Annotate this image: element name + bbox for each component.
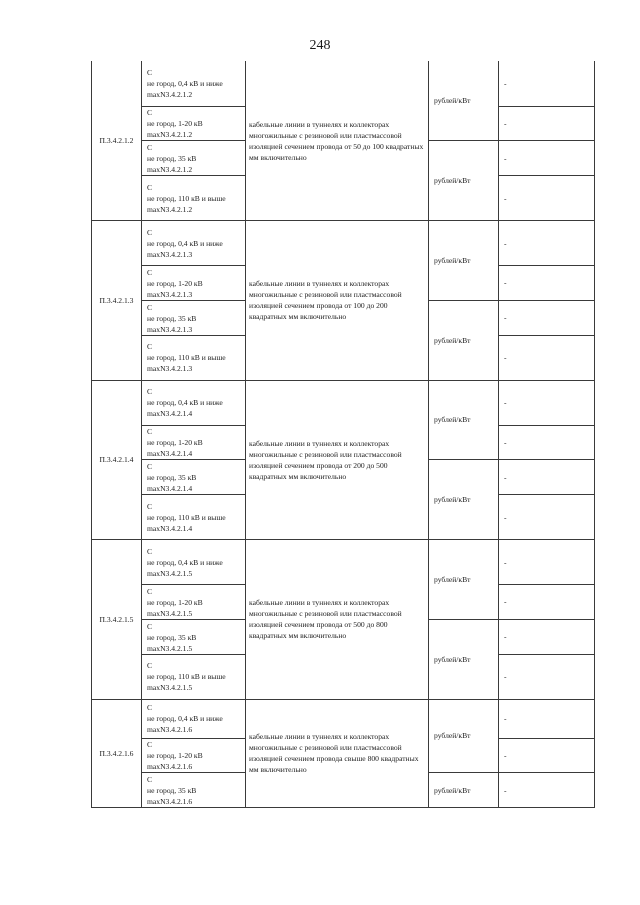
rate-value: - [499,619,595,654]
voltage-cell [142,176,246,221]
unit-label: рублей/кВт [429,380,499,460]
voltage-text: не город, 0,4 кВ и ниже [147,714,223,724]
category-letter: С [147,621,153,631]
formula-ref: maxN3.4.2.1.2 [147,204,193,214]
voltage-cell [142,585,246,620]
voltage-block [147,397,233,419]
voltage-cell [142,773,246,808]
row-code: П.3.4.2.1.3 [92,221,142,381]
voltage-cell [142,61,246,106]
voltage-text: не город, 110 кВ и выше [147,193,226,203]
voltage-block [147,313,233,335]
category-letter: С [147,661,153,671]
row-code: П.3.4.2.1.6 [92,699,142,808]
voltage-cell [142,335,246,380]
voltage-block [147,472,233,494]
voltage-block [147,632,233,654]
category-letter: С [147,267,153,277]
cable-description: кабельные линии в туннелях и коллекторах многожильные с резиновой или пластмассовой изоляцией сечением провода свыше 800 квадратных мм включительно [246,699,429,808]
table-row [92,699,595,738]
voltage-cell [142,619,246,654]
cable-description: кабельные линии в туннелях и коллекторах многожильные с резиновой или пластмассовой изоляцией сечением провода от 200 до 500 квадратных мм включительно [246,380,429,540]
voltage-block [147,597,233,619]
voltage-text: не город, 0,4 кВ и ниже [147,557,223,567]
row-code: П.3.4.2.1.2 [92,61,142,221]
unit-label: рублей/кВт [429,61,499,141]
formula-ref: maxN3.4.2.1.3 [147,289,193,299]
formula-ref: maxN3.4.2.1.5 [147,643,193,653]
voltage-cell [142,380,246,425]
table-row [92,61,595,106]
rate-value: - [499,61,595,106]
formula-ref: maxN3.4.2.1.5 [147,683,193,693]
tariff-table-body [92,61,595,808]
voltage-cell [142,300,246,335]
voltage-text: не город, 110 кВ и выше [147,512,226,522]
cable-description: кабельные линии в туннелях и коллекторах многожильные с резиновой или пластмассовой изоляцией сечением провода от 500 до 800 квадратных мм включительно [246,540,429,700]
voltage-block [147,78,233,100]
voltage-text: не город, 1-20 кВ [147,119,203,129]
formula-ref: maxN3.4.2.1.5 [147,568,193,578]
formula-ref: maxN3.4.2.1.6 [147,725,193,735]
unit-label: рублей/кВт [429,540,499,620]
rate-value: - [499,300,595,335]
unit-label: рублей/кВт [429,619,499,699]
voltage-block [147,437,233,459]
rate-value: - [499,699,595,738]
voltage-cell [142,654,246,699]
category-letter: С [147,302,153,312]
category-letter: С [147,342,153,352]
voltage-text: не город, 110 кВ и выше [147,353,226,363]
voltage-cell [142,495,246,540]
voltage-block [147,238,233,260]
formula-ref: maxN3.4.2.1.6 [147,762,193,772]
formula-ref: maxN3.4.2.1.2 [147,130,193,140]
category-letter: С [147,108,153,118]
voltage-cell [142,699,246,738]
cable-description: кабельные линии в туннелях и коллекторах многожильные с резиновой или пластмассовой изоляцией сечением провода от 50 до 100 квадратных мм включительно [246,61,429,221]
tariff-table [91,61,595,808]
voltage-cell [142,106,246,141]
rate-value: - [499,585,595,620]
page-number: 248 [309,38,331,53]
voltage-block [147,557,233,579]
voltage-block [147,750,233,772]
unit-label: рублей/кВт [429,300,499,380]
voltage-cell [142,460,246,495]
formula-ref: maxN3.4.2.1.2 [147,90,193,100]
formula-ref: maxN3.4.2.1.3 [147,324,193,334]
rate-value: - [499,335,595,380]
voltage-block [147,713,233,735]
voltage-text: не город, 35 кВ [147,154,197,163]
category-letter: С [147,143,153,152]
voltage-text: не город, 0,4 кВ и ниже [147,238,223,248]
table-row [92,221,595,266]
rate-value: - [499,654,595,699]
voltage-block [147,193,233,215]
voltage-text: не город, 0,4 кВ и ниже [147,398,223,408]
category-letter: С [147,387,153,397]
row-code: П.3.4.2.1.5 [92,540,142,700]
voltage-text: не город, 1-20 кВ [147,751,203,761]
voltage-text: не город, 35 кВ [147,632,197,642]
formula-ref: maxN3.4.2.1.5 [147,608,193,618]
cable-description: кабельные линии в туннелях и коллекторах многожильные с резиновой или пластмассовой изоляцией сечением провода от 100 до 200 квадратных мм включительно [246,221,429,381]
voltage-cell [142,266,246,301]
rate-value: - [499,380,595,425]
unit-label: рублей/кВт [429,773,499,808]
voltage-text: не город, 35 кВ [147,313,197,323]
unit-label: рублей/кВт [429,221,499,301]
formula-ref: maxN3.4.2.1.3 [147,364,193,374]
unit-label: рублей/кВт [429,141,499,221]
category-letter: С [147,775,153,784]
rate-value: - [499,540,595,585]
voltage-cell [142,540,246,585]
formula-ref: maxN3.4.2.1.3 [147,249,193,259]
rate-value: - [499,773,595,808]
voltage-block [147,671,233,693]
voltage-block [147,512,233,534]
formula-ref: maxN3.4.2.1.4 [147,449,193,459]
voltage-text: не город, 1-20 кВ [147,278,203,288]
category-letter: С [147,462,153,471]
rate-value: - [499,176,595,221]
rate-value: - [499,495,595,540]
voltage-text: не город, 1-20 кВ [147,438,203,448]
formula-ref: maxN3.4.2.1.2 [147,165,193,174]
rate-value: - [499,221,595,266]
formula-ref: maxN3.4.2.1.6 [147,797,193,806]
voltage-block [147,118,233,140]
category-letter: С [147,427,153,437]
voltage-text: не город, 0,4 кВ и ниже [147,79,223,89]
unit-label: рублей/кВт [429,699,499,773]
voltage-cell [142,141,246,176]
voltage-block [147,352,233,374]
table-row [92,380,595,425]
voltage-block [147,278,233,300]
rate-value: - [499,738,595,773]
voltage-cell [142,738,246,773]
formula-ref: maxN3.4.2.1.4 [147,409,193,419]
formula-ref: maxN3.4.2.1.4 [147,523,193,533]
rate-value: - [499,106,595,141]
table-row [92,540,595,585]
category-letter: С [147,740,153,750]
rate-value: - [499,425,595,460]
unit-label: рублей/кВт [429,460,499,540]
rate-value: - [499,266,595,301]
category-letter: С [147,586,153,596]
row-code: П.3.4.2.1.4 [92,380,142,540]
voltage-block [147,785,233,807]
voltage-text: не город, 35 кВ [147,786,197,795]
voltage-cell [142,221,246,266]
category-letter: С [147,227,153,237]
category-letter: С [147,501,153,511]
category-letter: С [147,546,153,556]
rate-value: - [499,460,595,495]
voltage-text: не город, 35 кВ [147,473,197,482]
voltage-cell [142,425,246,460]
category-letter: С [147,182,153,192]
rate-value: - [499,141,595,176]
voltage-text: не город, 110 кВ и выше [147,672,226,682]
formula-ref: maxN3.4.2.1.4 [147,484,193,493]
category-letter: С [147,703,153,713]
voltage-text: не город, 1-20 кВ [147,597,203,607]
voltage-block [147,153,233,175]
category-letter: С [147,68,153,78]
